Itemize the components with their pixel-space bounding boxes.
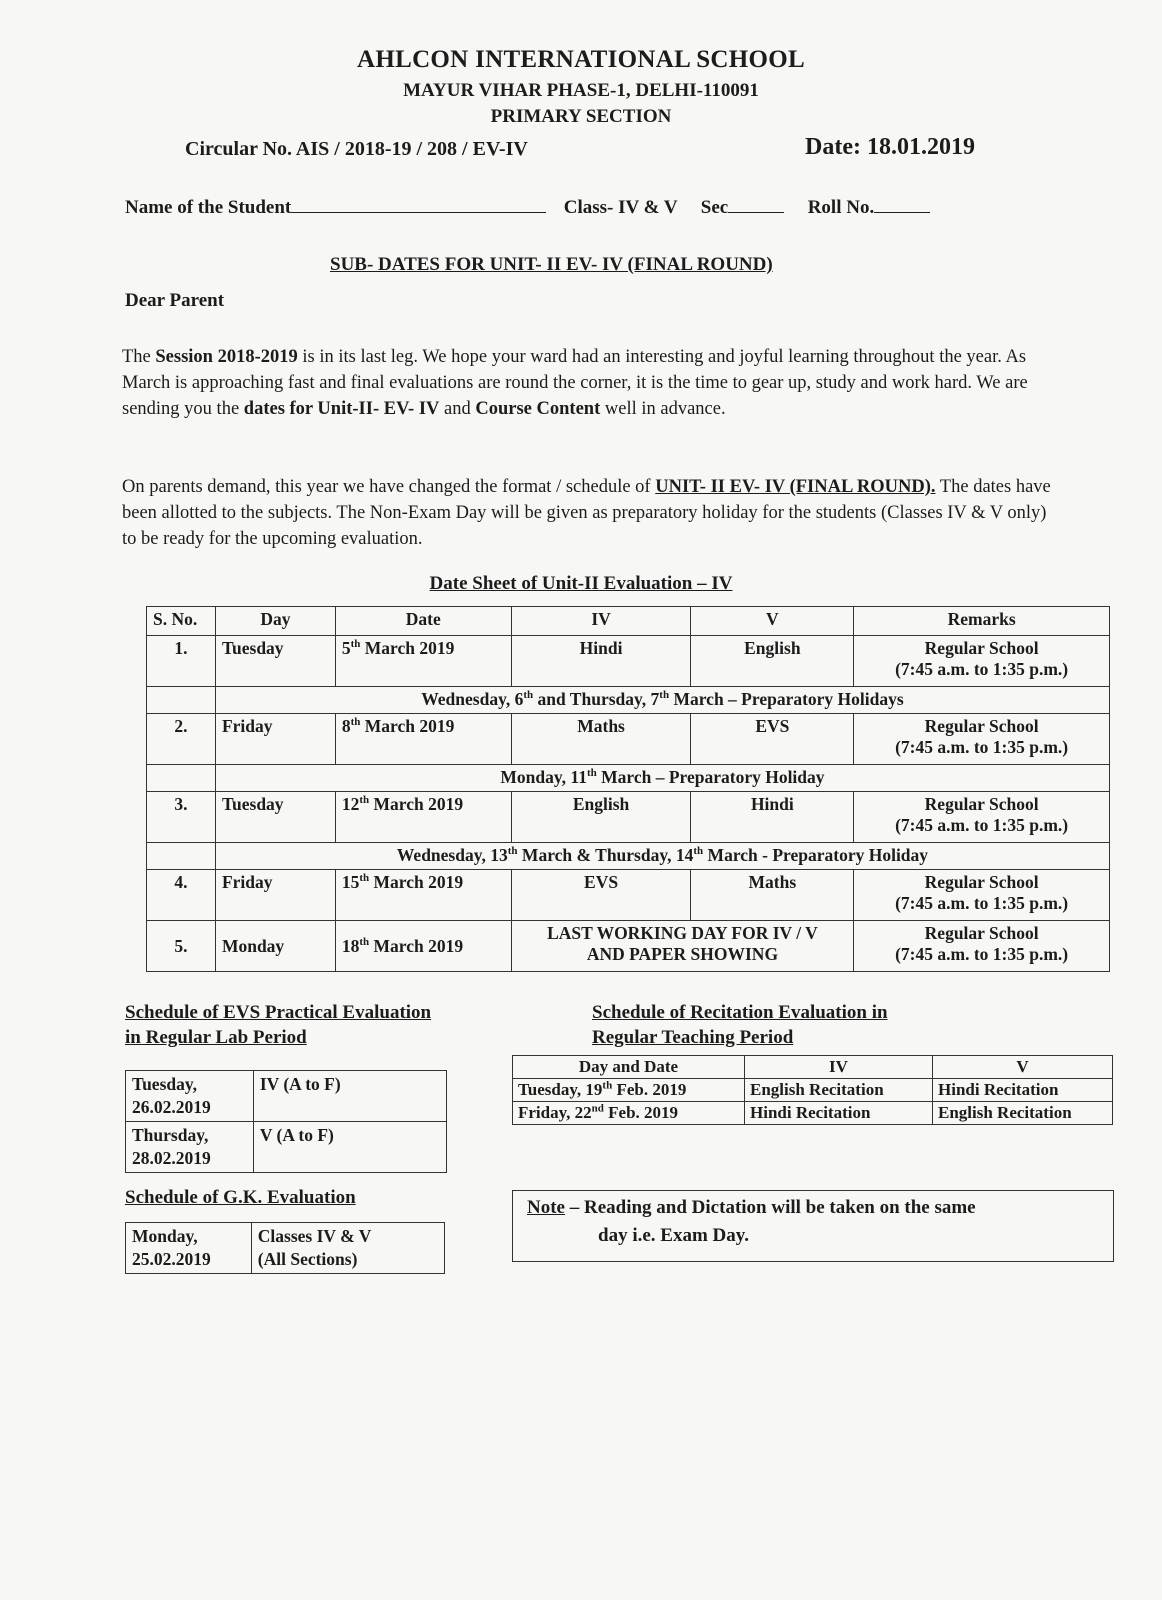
table-row: Tuesday, 26.02.2019 IV (A to F) (126, 1071, 447, 1122)
table-row: 1. Tuesday 5th March 2019 Hindi English Regular School (7:45 a.m. to 1:35 p.m.) (147, 636, 1110, 687)
format-paragraph: On parents demand, this year we have changed the format / schedule of UNIT- II EV- IV (FINAL ROUND). The dates have been allotted to the subjects. The Non-Exam Day will be given as preparatory holiday for the students (Classes IV & V only) to be ready for the upcoming evaluation. (122, 477, 1051, 549)
class-label: Class- IV & V (563, 197, 678, 218)
col-header: Remarks (854, 607, 1110, 636)
circular-date: Date: 18.01.2019 (805, 134, 975, 160)
table-row: Monday, 25.02.2019 Classes IV & V (All Sections) (126, 1223, 445, 1274)
circular-number: Circular No. AIS / 2018-19 / 208 / EV-IV (185, 138, 528, 160)
student-details-line (125, 196, 930, 219)
recitation-title: Schedule of Recitation Evaluation in Regular Teaching Period (592, 1002, 888, 1048)
evs-practical-table (125, 1070, 447, 1173)
sec-blank (728, 196, 784, 213)
col-header: IV (511, 607, 691, 636)
col-header: Day (215, 607, 335, 636)
roll-label: Roll No. (807, 197, 875, 218)
evs-practical-title: Schedule of EVS Practical Evaluation in Regular Lab Period (125, 1002, 432, 1048)
student-name-blank (291, 196, 546, 213)
col-header: Date (335, 607, 511, 636)
intro-paragraph: The Session 2018-2019 is in its last leg. We hope your ward had an interesting and joyful learning throughout the year. As March is approaching fast and final evaluations are round the corner, it is the time to gear up, study and work hard. We are sending you the dates for Unit-II- EV- IV and Course Content well in advance. (122, 347, 1028, 419)
col-header: V (691, 607, 854, 636)
school-name: AHLCON INTERNATIONAL SCHOOL (357, 46, 805, 73)
circular-subject: SUB- DATES FOR UNIT- II EV- IV (FINAL ROUND) (330, 254, 773, 275)
school-section: PRIMARY SECTION (490, 106, 672, 127)
table-row: Thursday, 28.02.2019 V (A to F) (126, 1122, 447, 1173)
recitation-table (512, 1055, 1113, 1125)
table-row: 2. Friday 8th March 2019 Maths EVS Regular School (7:45 a.m. to 1:35 p.m.) (147, 714, 1110, 765)
table-row: 3. Tuesday 12th March 2019 English Hindi Regular School (7:45 a.m. to 1:35 p.m.) (147, 792, 1110, 843)
table-row: Friday, 22nd Feb. 2019 Hindi Recitation English Recitation (513, 1102, 1113, 1125)
table-row: 5. Monday 18th March 2019 LAST WORKING DAY FOR IV / V AND PAPER SHOWING Regular School (7:45 a.m. to 1:35 p.m.) (147, 921, 1110, 972)
gk-table (125, 1222, 445, 1274)
table-row: 4. Friday 15th March 2019 EVS Maths Regular School (7:45 a.m. to 1:35 p.m.) (147, 870, 1110, 921)
holiday-row: Monday, 11th March – Preparatory Holiday (147, 765, 1110, 792)
note-box: Note – Reading and Dictation will be taken on the same day i.e. Exam Day. (512, 1190, 1114, 1262)
holiday-row: Wednesday, 13th March & Thursday, 14th March - Preparatory Holiday (147, 843, 1110, 870)
student-name-label: Name of the Student (125, 197, 292, 218)
salutation: Dear Parent (125, 290, 225, 311)
roll-blank (874, 196, 930, 213)
table-header-row: Day and Date IV V (513, 1056, 1113, 1079)
date-sheet-table (146, 606, 1110, 972)
holiday-row: Wednesday, 6th and Thursday, 7th March – Preparatory Holidays (147, 687, 1110, 714)
col-header: S. No. (147, 607, 216, 636)
sec-label: Sec (700, 197, 729, 218)
school-address: MAYUR VIHAR PHASE-1, DELHI-110091 (403, 80, 759, 101)
table-row: Tuesday, 19th Feb. 2019 English Recitation Hindi Recitation (513, 1079, 1113, 1102)
date-sheet-title: Date Sheet of Unit-II Evaluation – IV (429, 573, 733, 594)
gk-title: Schedule of G.K. Evaluation (125, 1187, 356, 1208)
table-header-row (147, 607, 1110, 636)
